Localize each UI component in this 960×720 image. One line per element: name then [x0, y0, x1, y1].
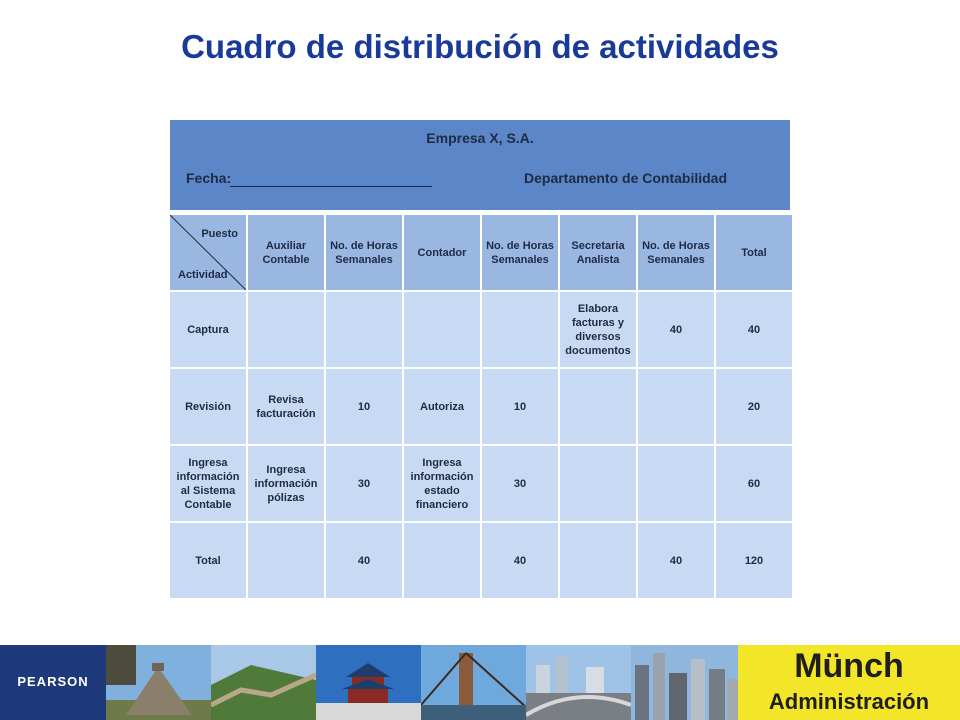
table-header-band	[170, 120, 790, 210]
brand-title: Münch	[794, 647, 904, 685]
table-cell	[248, 523, 324, 598]
table-cell	[638, 369, 714, 444]
footer-banner	[0, 645, 960, 720]
highway-city-photo	[526, 645, 631, 720]
row-activity: Total	[170, 523, 246, 598]
column-header: Secretaria Analista	[560, 215, 636, 290]
temple-photo	[316, 645, 421, 720]
table-cell	[248, 292, 324, 367]
table-cell: 30	[326, 446, 402, 521]
row-activity: Ingresa información al Sistema Contable	[170, 446, 246, 521]
table-cell: 60	[716, 446, 792, 521]
column-header: No. de Horas Semanales	[326, 215, 402, 290]
table-cell: 120	[716, 523, 792, 598]
distribution-grid	[168, 213, 794, 600]
table-cell	[560, 369, 636, 444]
diag-actividad-label: Actividad	[178, 269, 228, 281]
brand-subtitle: Administración	[768, 689, 930, 714]
table-row	[170, 369, 792, 444]
table-cell: 40	[716, 292, 792, 367]
total-row	[170, 523, 792, 598]
table-cell: Ingresa información estado financiero	[404, 446, 480, 521]
diag-puesto-label: Puesto	[201, 228, 238, 240]
table-cell: Elabora facturas y diversos documentos	[560, 292, 636, 367]
table-cell	[404, 523, 480, 598]
fecha-blank-line	[230, 186, 432, 187]
column-header: Auxiliar Contable	[248, 215, 324, 290]
column-header: Total	[716, 215, 792, 290]
table-cell	[560, 523, 636, 598]
table-row	[170, 446, 792, 521]
table-cell: 40	[326, 523, 402, 598]
table-cell	[560, 446, 636, 521]
activity-distribution-table	[170, 120, 790, 597]
table-cell: 10	[326, 369, 402, 444]
column-header: No. de Horas Semanales	[482, 215, 558, 290]
table-cell	[326, 292, 402, 367]
diagonal-header-cell	[170, 215, 246, 290]
table-cell: Ingresa información pólizas	[248, 446, 324, 521]
column-header: Contador	[404, 215, 480, 290]
table-cell: 40	[482, 523, 558, 598]
slide-title: Cuadro de distribución de actividades	[181, 28, 779, 65]
table-cell: 10	[482, 369, 558, 444]
row-activity: Captura	[170, 292, 246, 367]
department-name: Departamento de Contabilidad	[524, 170, 728, 186]
table-cell: Revisa facturación	[248, 369, 324, 444]
fecha-label: Fecha:	[186, 170, 232, 186]
skyline-photo	[631, 645, 738, 720]
pearson-logo-text: PEARSON	[17, 674, 89, 689]
table-cell	[404, 292, 480, 367]
table-cell	[482, 292, 558, 367]
column-header-row	[170, 215, 792, 290]
table-cell: 40	[638, 523, 714, 598]
company-name: Empresa X, S.A.	[426, 130, 534, 146]
great-wall-photo	[211, 645, 316, 720]
table-row	[170, 292, 792, 367]
table-cell: Autoriza	[404, 369, 480, 444]
row-activity: Revisión	[170, 369, 246, 444]
munch-brand-banner	[738, 645, 960, 720]
pyramid-photo	[106, 645, 211, 720]
column-header: No. de Horas Semanales	[638, 215, 714, 290]
table-cell	[638, 446, 714, 521]
bridge-photo	[421, 645, 526, 720]
table-cell: 40	[638, 292, 714, 367]
pearson-logo	[0, 645, 106, 720]
table-cell: 20	[716, 369, 792, 444]
table-cell: 30	[482, 446, 558, 521]
